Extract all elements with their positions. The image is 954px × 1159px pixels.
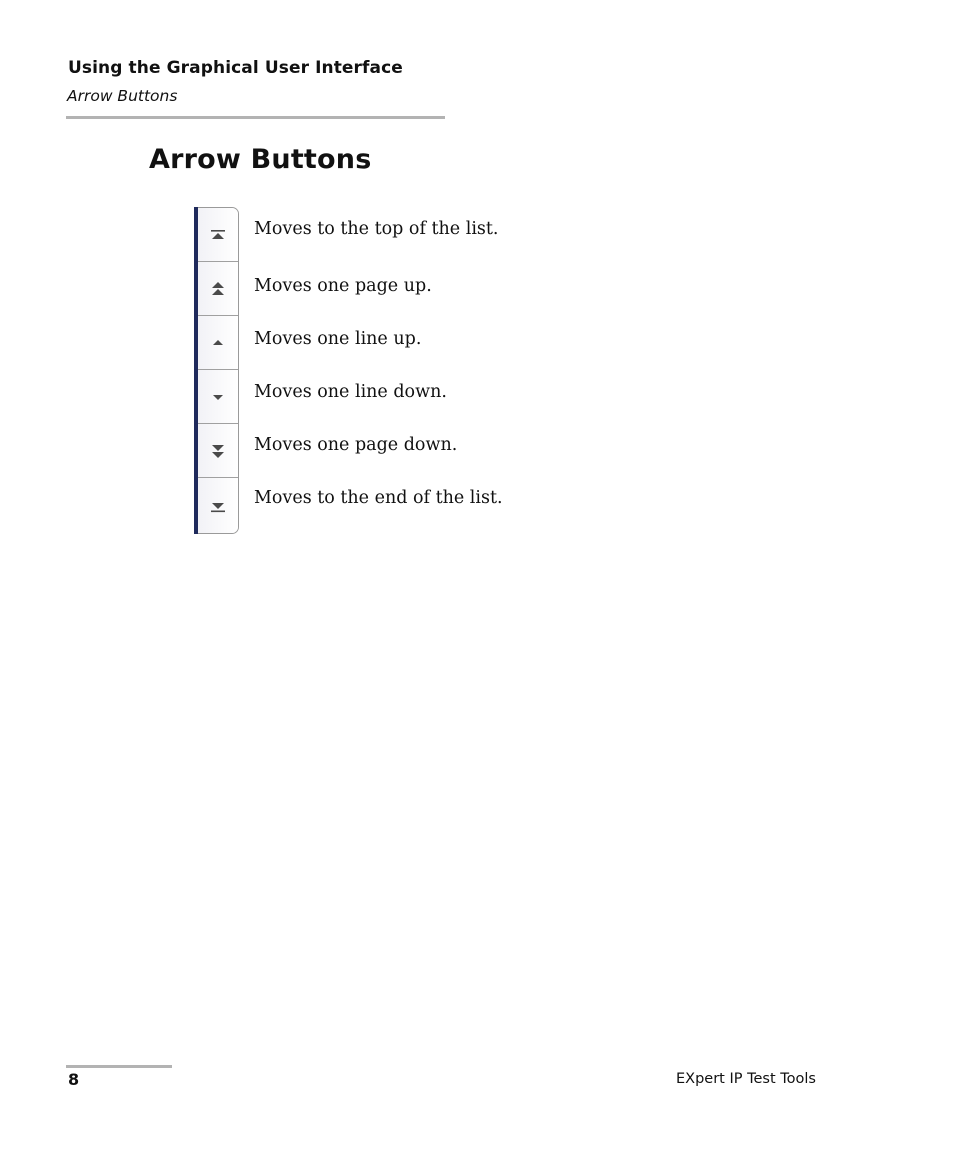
arrow-description: Moves to the top of the list. [254,219,499,239]
scroll-to-top-button[interactable] [198,208,238,262]
scrollbar-illustration [194,207,239,534]
footer-divider [66,1065,172,1068]
page-number: 8 [68,1070,80,1089]
arrow-description: Moves one page down. [254,435,458,455]
caret-down-icon [211,392,225,402]
arrow-description: Moves one line up. [254,329,422,349]
line-up-button[interactable] [198,316,238,370]
chapter-title: Using the Graphical User Interface [68,58,403,78]
page-up-button[interactable] [198,262,238,316]
caret-up-icon [211,338,225,348]
section-heading: Arrow Buttons [149,144,372,175]
scrollbar-button-column [198,207,239,534]
arrow-description: Moves one line down. [254,382,447,402]
double-caret-down-bar-icon [210,500,226,514]
line-down-button[interactable] [198,370,238,424]
section-subtitle: Arrow Buttons [67,87,178,105]
double-caret-up-icon [210,281,226,297]
scroll-to-end-button[interactable] [198,478,238,534]
double-caret-up-bar-icon [210,228,226,242]
arrow-description: Moves to the end of the list. [254,488,503,508]
arrow-description: Moves one page up. [254,276,432,296]
footer-product-name: EXpert IP Test Tools [676,1071,816,1087]
header-divider [66,116,445,119]
double-caret-down-icon [210,443,226,459]
page-down-button[interactable] [198,424,238,478]
